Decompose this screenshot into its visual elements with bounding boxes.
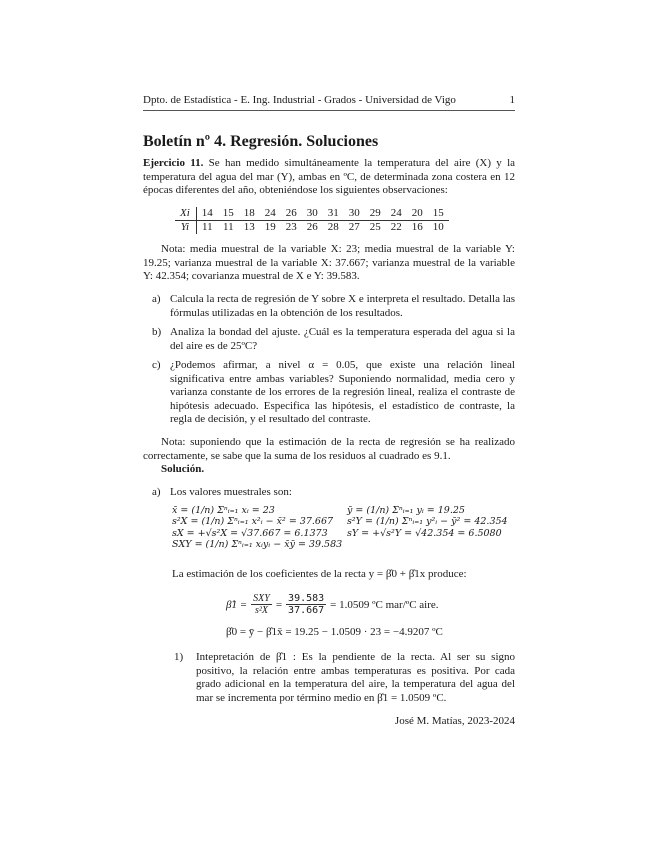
question-label: c) <box>152 359 161 371</box>
table-row-x <box>175 207 449 221</box>
beta1-fraction-symbolic <box>251 593 272 616</box>
header-text: Dpto. de Estadística - E. Ing. Industrial - Grados - Universidad de Vigo <box>143 94 456 106</box>
var-x-formula: s²X = (1/n) Σⁿᵢ₌₁ x²ᵢ − x̄² = 37.667 <box>172 516 334 528</box>
beta1-fraction-values <box>286 593 326 616</box>
sd-y-formula: sY = +√s²Y = √42.354 = 6.5080 <box>347 527 502 539</box>
table-cell: 30 <box>344 207 365 221</box>
page-number: 1 <box>509 94 515 106</box>
coef-intro: La estimación de los coeficientes de la recta y = β̂0 + β̂1x produce: <box>172 568 467 580</box>
question-text: Calcula la recta de regresión de Y sobre X e interpreta el resultado. Detalla las fórmulas utilizadas en la obtención de los resultados. <box>170 293 515 319</box>
table-cell: 24 <box>260 207 281 221</box>
exercise-statement <box>143 157 515 198</box>
table-cell: 27 <box>348 221 360 233</box>
beta1-result: = 1.0509 ºC mar/ºC aire. <box>330 598 439 611</box>
solution-heading: Solución. <box>161 463 205 475</box>
question-text: Analiza la bondad del ajuste. ¿Cuál es la temperatura esperada del agua si la del aire es de 25ºC? <box>170 326 515 352</box>
exercise-label: Ejercicio 11. <box>143 157 204 169</box>
sd-x-formula: sX = +√s²X = √37.667 = 6.1373 <box>172 527 328 539</box>
table-cell: 11 <box>201 221 213 233</box>
table-row-y <box>175 221 449 235</box>
question-text: ¿Podemos afirmar, a nivel α = 0.05, que existe una relación lineal significativa entre ambas variables? Suponiendo normalidad, media cero y varianza constante de los errores de la regresión lineal, realiza el contraste de hipótesis adecuado. Especifica las hipótesis, el estadístico de contraste, la regla de decisión, y el resultado del contraste. <box>170 359 515 426</box>
table-cell: 22 <box>390 221 402 233</box>
residuals-note: Nota: suponiendo que la estimación de la recta de regresión se ha realizado correctamente, se sabe que la suma de los residuos al cuadrado es 9.1. <box>143 436 515 462</box>
beta1-denominator-value: 37.667 <box>288 605 325 616</box>
table-cell: 24 <box>386 207 407 221</box>
page-title: Boletín nº 4. Regresión. Soluciones <box>143 133 379 150</box>
table-cell: 19 <box>264 221 276 233</box>
table-cell: 20 <box>407 207 428 221</box>
beta1-equation: β̂1 = SXY s²X = $\frac{39.583}{37.667}$ = 1.0509 ºC mar/ºC aire. <box>226 593 439 616</box>
table-cell: 13 <box>243 221 255 233</box>
table-cell: 26 <box>306 221 318 233</box>
table-cell: 15 <box>428 207 449 221</box>
interpretation-label: 1) <box>174 651 184 663</box>
question-label: a) <box>152 293 161 305</box>
table-cell: 11 <box>222 221 234 233</box>
beta1-lhs: β̂1 = <box>226 598 248 611</box>
beta1-numerator-value: 39.583 <box>288 593 325 604</box>
mean-x-formula: x̄ = (1/n) Σⁿᵢ₌₁ xᵢ = 23 <box>172 505 275 516</box>
question-a <box>152 293 515 320</box>
question-c <box>152 359 515 427</box>
sample-stats-note: Nota: media muestral de la variable X: 23; media muestral de la variable Y: 19.25; varianza muestral de la variable X: 37.667; varianza muestral de la variable Y: 42.354; covarianza muestral de X e Y: 39.583. <box>143 243 515 283</box>
interpretation-item <box>174 651 515 705</box>
var-y-formula: s²Y = (1/n) Σⁿᵢ₌₁ y²ᵢ − ȳ² = 42.354 <box>347 516 508 528</box>
cov-xy-formula: SXY = (1/n) Σⁿᵢ₌₁ xᵢyᵢ − x̄ȳ = 39.583 <box>172 538 343 550</box>
formulas-left <box>172 505 342 550</box>
table-cell: 30 <box>302 207 323 221</box>
table-cell: 10 <box>432 221 444 233</box>
table-cell: 23 <box>285 221 297 233</box>
table-cell: 29 <box>365 207 386 221</box>
beta1-denominator: s²X <box>254 605 268 616</box>
mean-y-formula: ȳ = (1/n) Σⁿᵢ₌₁ yᵢ = 19.25 <box>347 505 465 516</box>
row-label-x: Xi <box>175 207 196 221</box>
table-cell: 26 <box>281 207 302 221</box>
header-rule <box>143 110 515 111</box>
exercise-intro: Se han medido simultáneamente la temperatura del aire (X) y la temperatura del agua del mar (Y), ambas en ºC, de determinada zona costera en 12 épocas diferentes del año, obteniéndose los siguientes observaciones: <box>143 157 516 197</box>
question-label: b) <box>152 326 162 338</box>
solution-intro: Los valores muestrales son: <box>170 486 292 498</box>
formulas-right <box>347 505 508 539</box>
page-header <box>143 94 515 106</box>
observations-table <box>175 207 449 234</box>
table-cell: 14 <box>196 207 218 221</box>
interpretation-text: Intepretación de β̂1 : Es la pendiente de la recta. Al ser su signo positivo, la relación entre ambas temperaturas es positiva. Por cada grado adicional en la temperatura del aire, la temperatura del agua del mar se incrementa por término medio en β̂1 = 1.0509 ºC. <box>196 651 515 704</box>
table-cell: 28 <box>327 221 339 233</box>
beta1-numerator: SXY <box>253 593 270 604</box>
solution-label: a) <box>152 486 161 498</box>
question-b <box>152 326 515 353</box>
beta0-equation: β̂0 = ȳ − β̂1x̄ = 19.25 − 1.0509 · 23 = −4.9207 ºC <box>226 626 443 638</box>
solution-a <box>152 486 515 500</box>
row-label-y: Yi <box>175 221 196 235</box>
table-cell: 16 <box>411 221 423 233</box>
table-cell: 18 <box>239 207 260 221</box>
table-cell: 25 <box>369 221 381 233</box>
table-cell: 31 <box>323 207 344 221</box>
table-cell: 15 <box>218 207 239 221</box>
page-footer: José M. Matías, 2023-2024 <box>394 715 515 727</box>
